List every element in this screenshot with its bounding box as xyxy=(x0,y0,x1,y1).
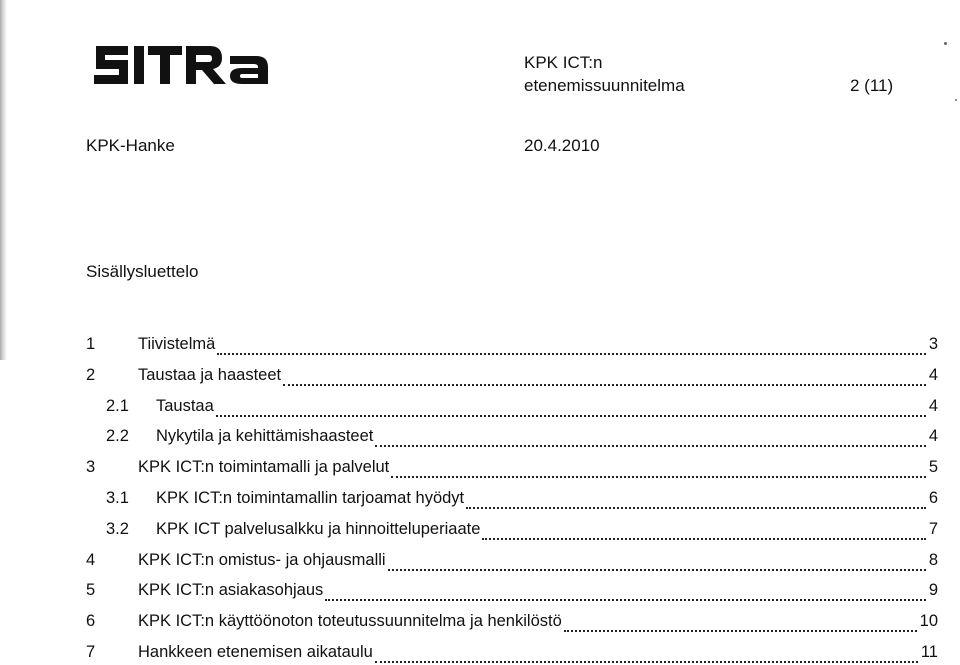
toc-entry-page: 4 xyxy=(928,427,938,446)
toc-entry-leader xyxy=(388,568,926,571)
toc-entry-title: KPK ICT:n toimintamalli ja palvelut xyxy=(138,458,390,477)
toc-entry-leader xyxy=(466,506,926,509)
toc-entry xyxy=(86,335,938,359)
scan-speck xyxy=(944,42,947,45)
scan-edge-shadow xyxy=(0,0,7,360)
toc-entry-page: 4 xyxy=(928,365,938,384)
toc-entry-number: 3.2 xyxy=(106,519,129,538)
toc-entry-title: Taustaa ja haasteet xyxy=(138,365,282,384)
toc-entry-leader xyxy=(391,475,926,478)
toc-entry xyxy=(86,612,938,636)
toc-entry-number: 3.1 xyxy=(106,489,129,507)
toc-entry xyxy=(86,427,938,451)
document-title xyxy=(524,51,685,97)
toc-entry-title: KPK ICT:n asiakasohjaus xyxy=(138,581,324,600)
toc-entry-leader xyxy=(375,660,918,663)
toc-entry xyxy=(86,397,938,421)
toc-entry-leader xyxy=(482,537,925,540)
document-title-line2: etenemissuunnitelma xyxy=(524,76,685,95)
toc-entry-number: 1 xyxy=(86,335,96,353)
toc-entry xyxy=(86,366,938,390)
toc-entry-leader xyxy=(217,352,926,355)
project-name: KPK-Hanke xyxy=(86,136,175,155)
toc-entry-number: 6 xyxy=(86,612,96,631)
toc-entry-title: KPK ICT palvelusalkku ja hinnoitteluperiaate xyxy=(156,519,481,538)
toc-entry-leader xyxy=(564,629,917,632)
toc-entry xyxy=(86,458,938,482)
toc-entry xyxy=(86,643,938,665)
document-title-line1: KPK ICT:n xyxy=(524,53,603,72)
toc-entry-title: Tiivistelmä xyxy=(138,335,216,353)
toc-entry-page: 3 xyxy=(928,335,938,353)
page-indicator: 2 (11) xyxy=(850,76,894,95)
toc-entry-number: 7 xyxy=(86,643,96,661)
toc-entry-title: Nykytila ja kehittämishaasteet xyxy=(156,427,374,446)
toc-entry-page: 4 xyxy=(928,396,938,415)
toc-entry-number: 2.2 xyxy=(106,427,129,446)
toc-entry-leader xyxy=(375,444,925,447)
toc-entry-page: 6 xyxy=(928,489,938,507)
toc-entry-number: 2.1 xyxy=(106,396,129,415)
toc-entry-title: Taustaa xyxy=(156,396,214,415)
toc-entry-page: 7 xyxy=(928,519,938,538)
toc-entry-page: 11 xyxy=(920,643,938,661)
toc-entry-page: 10 xyxy=(919,612,938,631)
toc-entry xyxy=(86,520,938,544)
toc-entry-title: KPK ICT:n käyttöönoton toteutussuunnitelma ja henkilöstö xyxy=(138,612,562,631)
toc-heading: Sisällysluettelo xyxy=(86,262,199,281)
toc-entry-leader xyxy=(283,383,926,386)
toc-entry-leader xyxy=(325,598,926,601)
toc-entry xyxy=(86,551,938,575)
toc-entry-page: 9 xyxy=(928,581,938,600)
document-date: 20.4.2010 xyxy=(524,136,600,155)
toc-entry-page: 5 xyxy=(928,458,938,477)
toc-entry-number: 5 xyxy=(86,581,96,600)
toc-entry-leader xyxy=(216,414,926,417)
toc-entry-title: Hankkeen etenemisen aikataulu xyxy=(138,643,373,661)
toc-entry-number: 2 xyxy=(86,365,96,384)
toc-entry xyxy=(86,489,938,513)
toc-entry-page: 8 xyxy=(928,550,938,569)
sitra-logo xyxy=(92,40,272,90)
toc-entry-title: KPK ICT:n omistus- ja ohjausmalli xyxy=(138,550,386,569)
scan-speck xyxy=(955,99,957,101)
toc-entry-title: KPK ICT:n toimintamallin tarjoamat hyödyt xyxy=(156,489,465,507)
toc-entry-number: 3 xyxy=(86,458,96,477)
toc-entry xyxy=(86,581,938,605)
toc-entry-number: 4 xyxy=(86,550,96,569)
